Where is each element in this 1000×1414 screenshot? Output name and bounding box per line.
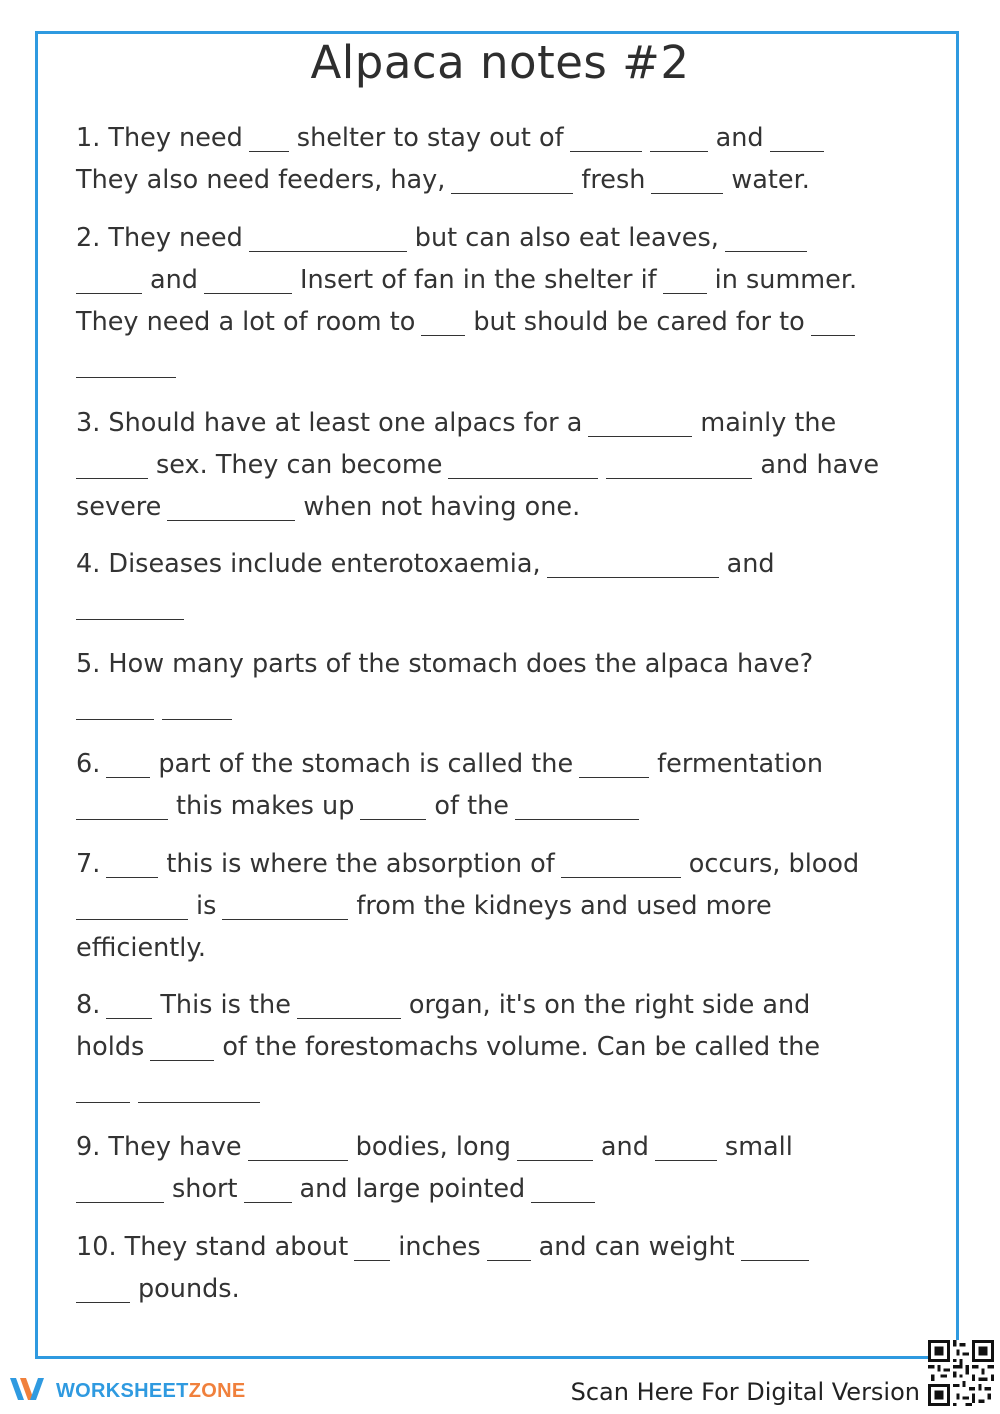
answer-blank[interactable] [811, 310, 855, 336]
question-line [76, 343, 926, 385]
answer-blank[interactable] [531, 1177, 595, 1203]
answer-blank[interactable] [663, 268, 707, 294]
answer-blank[interactable] [76, 1077, 130, 1103]
question-text: holds [76, 1032, 145, 1062]
question-text: and large pointed [299, 1174, 526, 1204]
question-line [76, 1068, 926, 1110]
question-text: short [172, 1174, 238, 1204]
question-line [76, 1126, 926, 1168]
answer-blank[interactable] [650, 126, 708, 152]
question-5 [76, 643, 926, 727]
question-line [76, 743, 926, 785]
question-text: efficiently. [76, 933, 206, 963]
question-text: They need a lot of room to [76, 307, 416, 337]
answer-blank[interactable] [248, 1135, 348, 1161]
question-text: 3. Should have at least one alpacs for a [76, 408, 583, 438]
answer-blank[interactable] [770, 126, 824, 152]
answer-blank[interactable] [741, 1235, 809, 1261]
question-text: 10. They stand about [76, 1232, 349, 1262]
answer-blank[interactable] [244, 1177, 292, 1203]
question-text: shelter to stay out of [296, 123, 564, 153]
qr-code-icon[interactable] [928, 1340, 994, 1406]
question-text: and [726, 549, 775, 579]
question-line [76, 159, 926, 201]
question-text: occurs, blood [688, 849, 860, 879]
question-text: They also need feeders, hay, [76, 165, 446, 195]
question-line [76, 402, 926, 444]
question-2 [76, 217, 926, 385]
question-text: bodies, long [355, 1132, 511, 1162]
question-line [76, 1026, 926, 1068]
question-text: 4. Diseases include enterotoxaemia, [76, 549, 541, 579]
question-text: is [196, 891, 217, 921]
answer-blank[interactable] [297, 993, 401, 1019]
answer-blank[interactable] [547, 552, 719, 578]
answer-blank[interactable] [579, 752, 649, 778]
question-text: of the [434, 791, 509, 821]
answer-blank[interactable] [515, 794, 639, 820]
question-line [76, 984, 926, 1026]
question-text: 8. [76, 990, 101, 1020]
answer-blank[interactable] [421, 310, 465, 336]
answer-blank[interactable] [517, 1135, 593, 1161]
question-line [76, 885, 926, 927]
question-text: but should be cared for to [473, 307, 805, 337]
question-text: small [724, 1132, 793, 1162]
question-text: when not having one. [303, 492, 581, 522]
question-line [76, 486, 926, 528]
question-text: in summer. [714, 265, 858, 295]
question-line [76, 843, 926, 885]
answer-blank[interactable] [76, 594, 184, 620]
question-3 [76, 402, 926, 528]
answer-blank[interactable] [106, 752, 150, 778]
answer-blank[interactable] [360, 794, 426, 820]
answer-blank[interactable] [655, 1135, 717, 1161]
footer [0, 1362, 1000, 1414]
question-text: and [600, 1132, 649, 1162]
question-text: organ, it's on the right side and [408, 990, 811, 1020]
question-text: severe [76, 492, 162, 522]
question-text: pounds. [138, 1274, 240, 1304]
question-4 [76, 543, 926, 627]
answer-blank[interactable] [138, 1077, 260, 1103]
question-8 [76, 984, 926, 1110]
question-text: and can weight [538, 1232, 735, 1262]
question-line [76, 1226, 926, 1268]
question-text: this makes up [176, 791, 355, 821]
question-text: and [715, 123, 764, 153]
answer-blank[interactable] [76, 453, 148, 479]
question-text: fresh [581, 165, 646, 195]
logo-text-zone: ZONE [188, 1380, 246, 1402]
question-text: and [150, 265, 198, 295]
question-7 [76, 843, 926, 969]
question-text: inches [398, 1232, 481, 1262]
logo-text-worksheet: WORKSHEET [56, 1380, 189, 1402]
question-text: Insert of fan in the shelter if [299, 265, 657, 295]
question-line [76, 117, 926, 159]
answer-blank[interactable] [651, 168, 723, 194]
question-text: This is the [160, 990, 291, 1020]
question-line [76, 217, 926, 259]
answer-blank[interactable] [76, 268, 142, 294]
question-text: 2. They need [76, 223, 243, 253]
answer-blank[interactable] [249, 126, 289, 152]
answer-blank[interactable] [451, 168, 573, 194]
answer-blank[interactable] [150, 1035, 214, 1061]
question-text: 5. How many parts of the stomach does the alpaca have? [76, 649, 814, 679]
question-line [76, 1268, 926, 1310]
answer-blank[interactable] [725, 226, 807, 252]
answer-blank[interactable] [354, 1235, 390, 1261]
scan-caption: Scan Here For Digital Version [570, 1378, 920, 1406]
question-text: but can also eat leaves, [414, 223, 719, 253]
question-text: 1. They need [76, 123, 243, 153]
worksheet-title: Alpaca notes #2 [310, 36, 690, 89]
question-line [76, 927, 926, 969]
answer-blank[interactable] [167, 495, 295, 521]
answer-blank[interactable] [76, 1177, 164, 1203]
answer-blank[interactable] [106, 993, 152, 1019]
question-text: 6. [76, 749, 101, 779]
question-text: and have [760, 450, 880, 480]
question-text: this is where the absorption of [166, 849, 555, 879]
question-text: mainly the [700, 408, 837, 438]
answer-blank[interactable] [106, 852, 158, 878]
question-text: 7. [76, 849, 101, 879]
answer-blank[interactable] [76, 352, 176, 378]
worksheet-zone-logo [56, 1380, 245, 1403]
answer-blank[interactable] [606, 453, 752, 479]
question-10 [76, 1226, 926, 1310]
question-text: of the forestomachs volume. Can be called the [222, 1032, 821, 1062]
question-line [76, 259, 926, 301]
question-6 [76, 743, 926, 827]
answer-blank[interactable] [570, 126, 642, 152]
question-text: water. [731, 165, 810, 195]
question-line [76, 543, 926, 585]
answer-blank[interactable] [76, 694, 154, 720]
question-line [76, 444, 926, 486]
answer-blank[interactable] [162, 694, 232, 720]
question-line [76, 685, 926, 727]
answer-blank[interactable] [588, 411, 692, 437]
question-text: from the kidneys and used more [356, 891, 772, 921]
answer-blank[interactable] [76, 794, 168, 820]
answer-blank[interactable] [204, 268, 292, 294]
answer-blank[interactable] [249, 226, 407, 252]
question-text: fermentation [657, 749, 824, 779]
question-9 [76, 1126, 926, 1210]
question-text: part of the stomach is called the [158, 749, 574, 779]
worksheet-zone-logo-icon [8, 1374, 52, 1404]
question-line [76, 301, 926, 343]
answer-blank[interactable] [76, 894, 188, 920]
answer-blank[interactable] [448, 453, 598, 479]
question-line [76, 785, 926, 827]
question-line [76, 1168, 926, 1210]
answer-blank[interactable] [561, 852, 681, 878]
question-text: 9. They have [76, 1132, 242, 1162]
answer-blank[interactable] [222, 894, 348, 920]
answer-blank[interactable] [76, 1277, 130, 1303]
answer-blank[interactable] [487, 1235, 531, 1261]
question-line [76, 643, 926, 685]
question-line [76, 585, 926, 627]
question-1 [76, 117, 926, 201]
question-text: sex. They can become [156, 450, 443, 480]
